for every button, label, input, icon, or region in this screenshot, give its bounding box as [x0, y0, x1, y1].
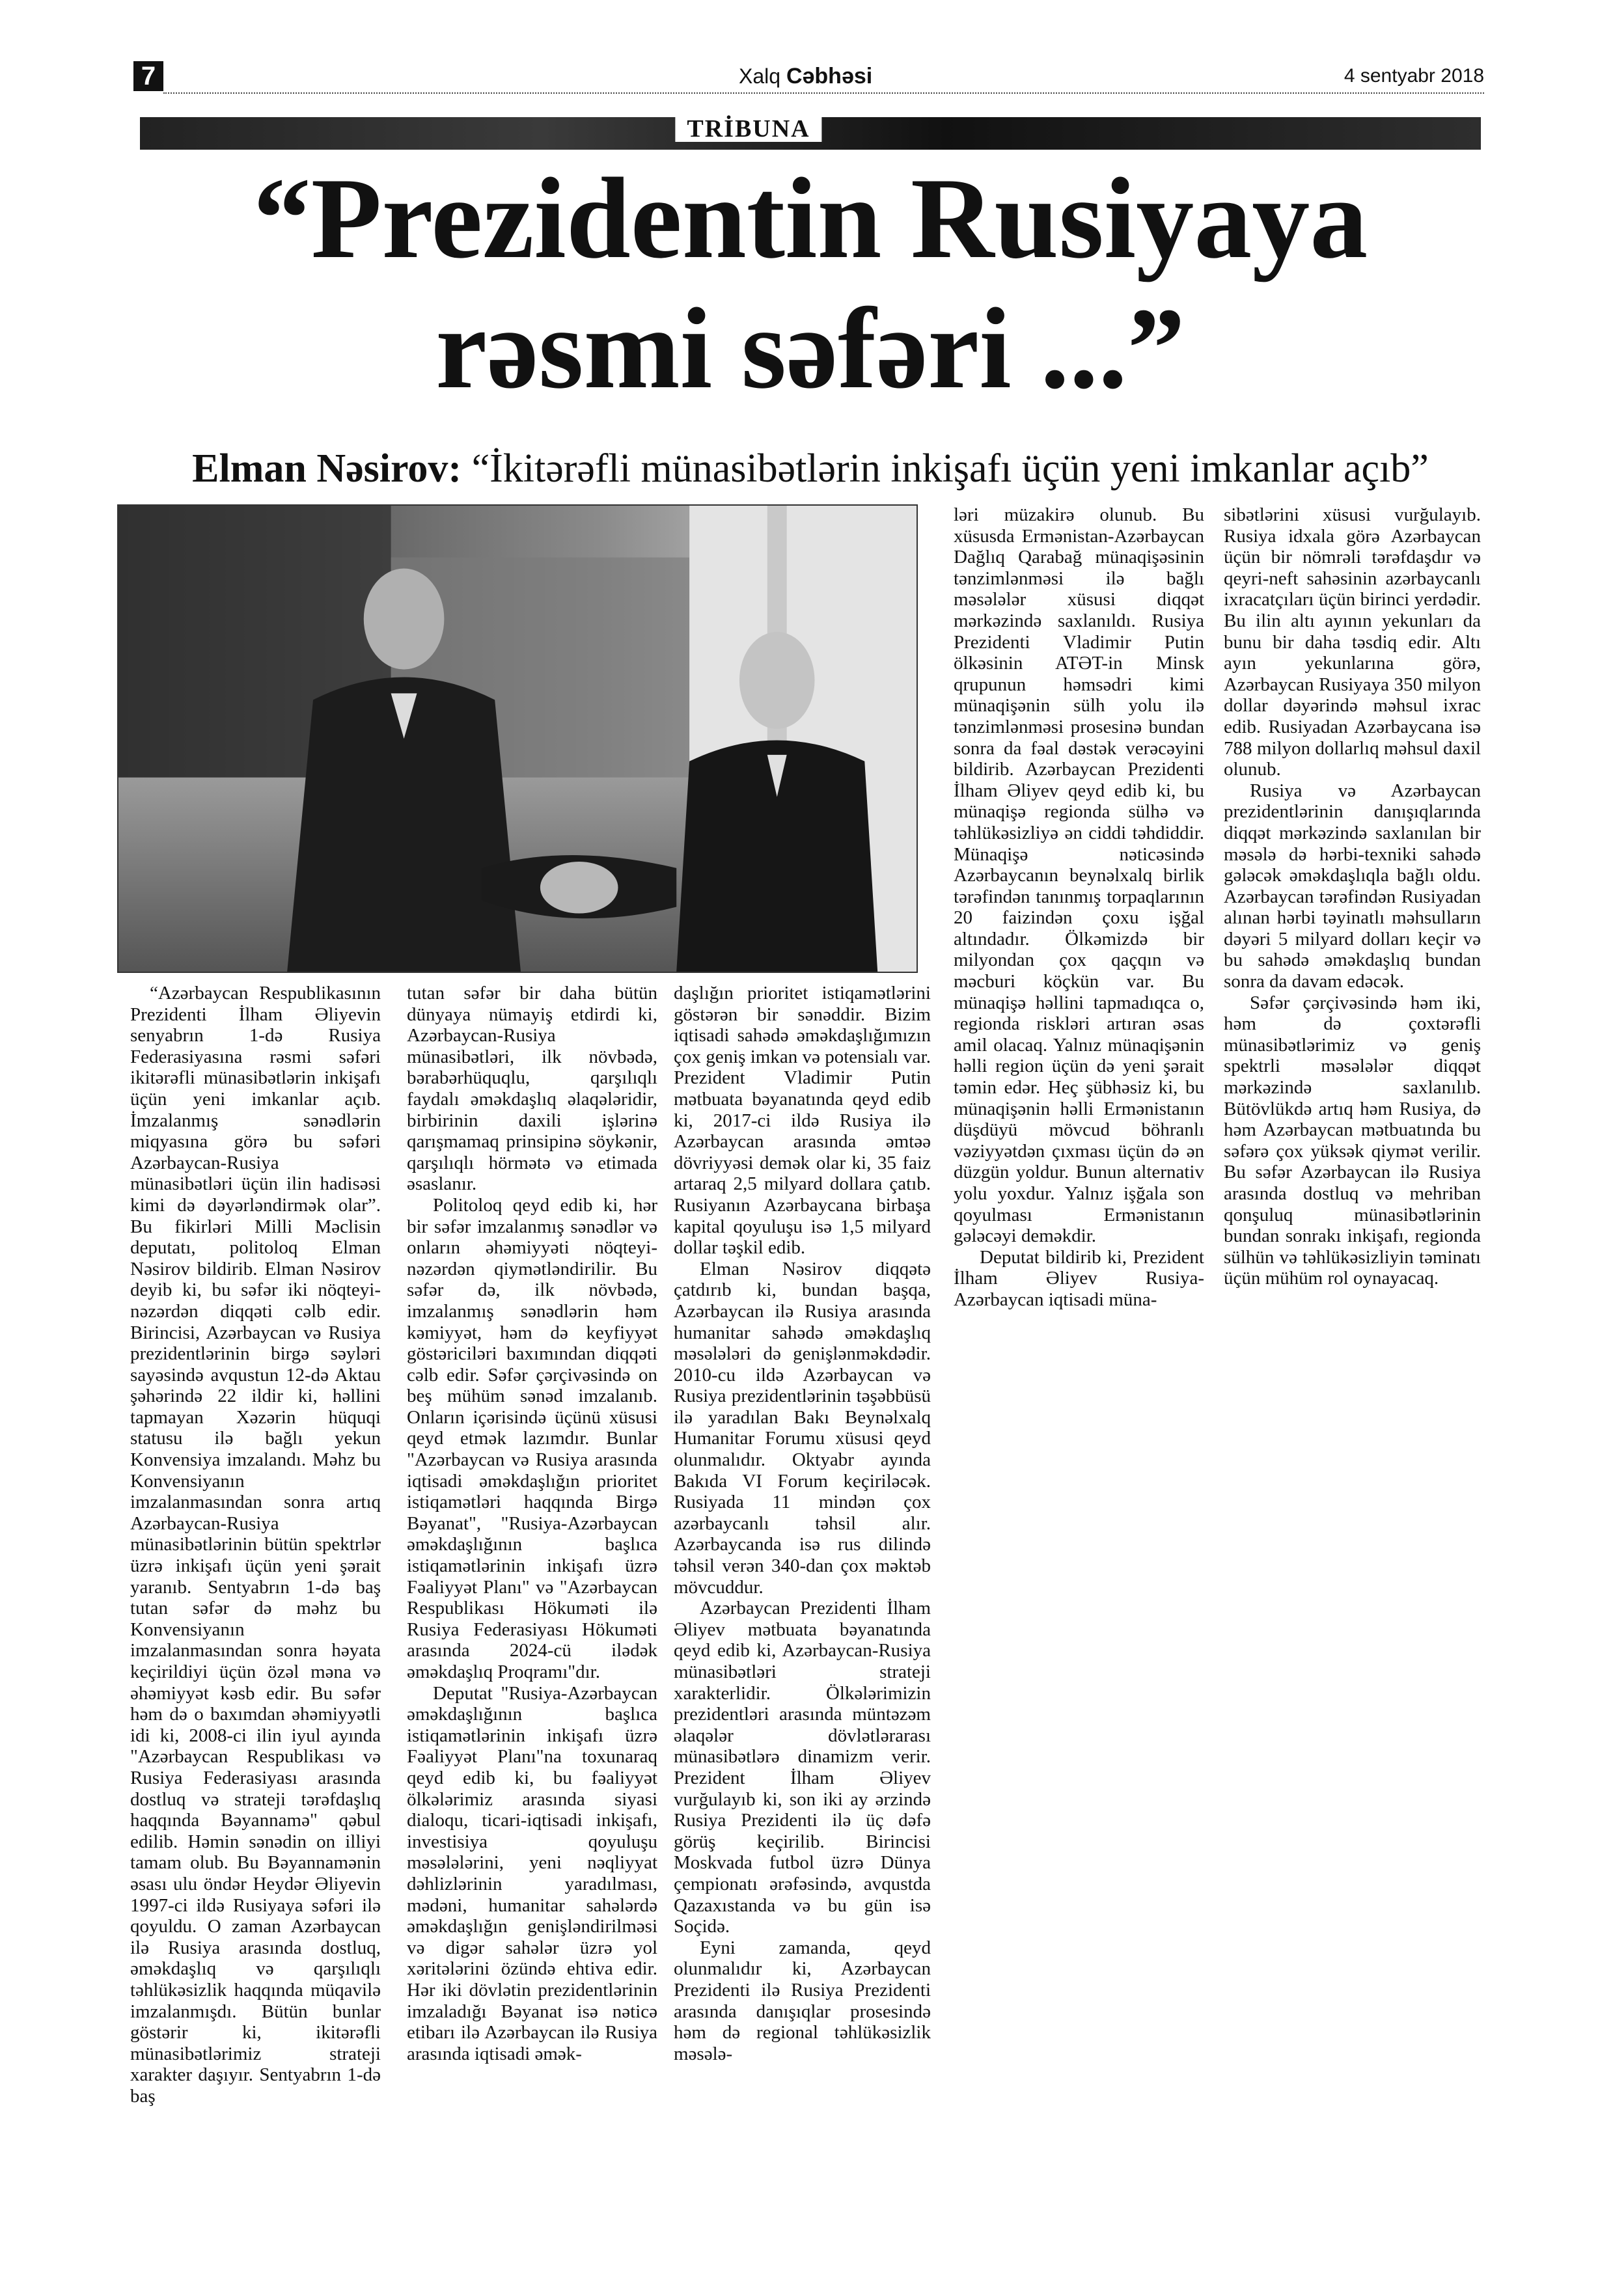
subheadline-speaker: Elman Nəsirov:: [192, 446, 462, 491]
article-column-4: [954, 504, 1204, 1311]
article-column-2: [407, 983, 657, 2064]
article-column-3: [674, 983, 931, 2064]
headline-line-2: rəsmi səfəri ...”: [435, 284, 1185, 413]
paragraph: Politoloq qeyd edib ki, hər bir səfər imzalanmış sənədlər və onların əhəmiyyəti nöqteyi-nəzərdən qiymətləndirilir. Bu səfər də, ilk növbədə, imzalanmış sənədlərin həm kəmiyyət, həm də keyfiyyət göstəriciləri baxımından diqqəti cəlb edir. Səfər çərçivəsində on beş mühüm sənəd imzalanıb. Onların içərisində üçünü xüsusi qeyd etmək lazımdır. Bunlar "Azərbaycan və Rusiya arasında iqtisadi əməkdaşlığın prioritet istiqamətləri haqqında Birgə Bəyanat", "Rusiya-Azərbaycan əməkdaşlığının başlıca istiqamətlərinin inkişafı üzrə Fəaliyyət Planı" və "Azərbaycan Respublikası Hökuməti ilə Rusiya Federasiyası Hökuməti arasında 2024-cü ilədək əməkdaşlıq Proqramı"dır.: [407, 1194, 657, 1682]
page-header: [133, 59, 1484, 98]
article-column-5: [1224, 504, 1481, 1289]
headline: [140, 153, 1481, 413]
section-label: TRİBUNA: [675, 116, 821, 142]
paragraph: Azərbaycan Prezidenti İlham Əliyev mətbuata bəyanatında qeyd edib ki, Azərbaycan-Rusiya münasibətləri strateji xarakterlidir. Ölkələrimizin prezidentləri arasında müntəzəm əlaqələr dövlətlərarası münasibətlərə dinamizm verir. Prezident İlham Əliyev vurğulayıb ki, son iki ay ərzində Rusiya Prezidenti ilə üç dəfə görüş keçirilib. Birincisi Moskvada futbol üzrə Dünya çempionatı ərəfəsində, avqustda Qazaxıstanda və bu gün isə Soçidə.: [674, 1598, 931, 1937]
paragraph: Deputat bildirib ki, Prezident İlham Əliyev Rusiya-Azərbaycan iqtisadi müna-: [954, 1246, 1204, 1310]
subheadline: [140, 443, 1481, 495]
header-divider: [163, 92, 1484, 94]
paragraph: tutan səfər bir daha bütün dünyaya nümayiş etdirdi ki, Azərbaycan-Rusiya münasibətləri, ilk növbədə, bərabərhüquqlu, qarşılıqlı faydalı əməkdaşlıq əlaqələridir, birbirinin daxili işlərinə qarışmamaq prinsipinə söykənir, qarşılıqlı hörmətə və etimada əsaslanır.: [407, 983, 657, 1195]
headline-line-1: “Prezidentin Rusiyaya: [253, 154, 1368, 282]
paragraph: Elman Nəsirov diqqətə çatdırıb ki, bundan başqa, Azərbaycan ilə Rusiya arasında humanitar sahədə əməkdaşlıq məsələləri də genişlənməkdədir. 2010-cu ildə Azərbaycan və Rusiya prezidentlərinin təşəbbüsü ilə yaradılan Bakı Beynəlxalq Humanitar Forumu xüsusi qeyd olunmalıdır. Oktyabr ayında Bakıda VI Forum keçiriləcək. Rusiyada 11 mindən çox azərbaycanlı təhsil alır. Azərbaycanda isə rus dilində təhsil verən 340-dan çox məktəb mövcuddur.: [674, 1258, 931, 1598]
publication-date: 4 sentyabr 2018: [1344, 65, 1484, 87]
paragraph: Rusiya və Azərbaycan prezidentlərinin danışıqlarında diqqət mərkəzində saxlanılan bir məsələ də hərbi-texniki sahədə gələcək əməkdaşlıqla bağlı oldu. Azərbaycan tərəfindən Rusiyadan alınan hərbi təyinatlı məhsulların dəyəri 5 milyard dolları keçir və bu sahədə əməkdaşlıq bundan sonra da davam edəcək.: [1224, 780, 1481, 992]
article-photo: [117, 504, 918, 973]
newspaper-name-main: Cəbhəsi: [786, 64, 873, 89]
article-column-1: [130, 983, 381, 2107]
paragraph: Səfər çərçivəsində həm iki, həm də çoxtərəfli münasibətlərimiz və geniş spektrli məsələlər diqqət mərkəzində saxlanılıb. Bütövlükdə artıq həm Rusiya, də həm Azərbaycan mətbuatında bu səfərə çox yüksək qiymət verilir. Bu səfər Azərbaycan ilə Rusiya arasında dostluq və mehriban qonşuluq münasibətlərinin bundan sonrakı inkişafı, regionda sülhün və təhlükəsizliyin təminatı üçün mühüm rol oynayacaq.: [1224, 992, 1481, 1289]
newspaper-name-prefix: Xalq: [739, 64, 781, 88]
paragraph: “Azərbaycan Respublikasının Prezidenti İlham Əliyevin senyabrın 1-də Rusiya Federasiyasına rəsmi səfəri ikitərəfli münasibətlərin inkişafı üçün yeni imkanlar açıb. İmzalanmış sənədlərin miqyasına görə bu səfəri Azərbaycan-Rusiya münasibətləri üçün ilin hadisəsi kimi də dəyərləndirmək olar”. Bu fikirləri Milli Məclisin deputatı, politoloq Elman Nəsirov bildirib. Elman Nəsirov deyib ki, bu səfər iki nöqteyi-nəzərdən diqqəti cəlb edir. Birincisi, Azərbaycan və Rusiya prezidentlərinin birgə səyləri sayəsində avqustun 12-də Aktau şəhərində 22 ildir ki, həllini tapmayan Xəzərin hüquqi statusu ilə bağlı yekun Konvensiya imzalandı. Məhz bu Konvensiyanın imzalanmasından sonra artıq Azərbaycan-Rusiya münasibətlərinin bütün spektrlər üzrə inkişafı üçün yeni şərait yaranıb. Sentyabrın 1-də baş tutan səfər də məhz bu Konvensiyanın imzalanmasından sonra həyata keçirildiyi üçün özəl məna və əhəmiyyət kəsb edir. Bu səfər həm də o baxımdan əhəmiyyətli idi ki, 2008-ci ilin iyul ayında "Azərbaycan Respublikası və Rusiya Federasiyası arasında dostluq və strateji tərəfdaşlıq haqqında Bəyannamə" qəbul edilib. Həmin sənədin on illiyi tamam olub. Bu Bəyannamənin əsası ulu öndər Heydər Əliyevin 1997-ci ildə Rusiyaya səfəri ilə qoyuldu. O zaman Azərbaycan ilə Rusiya arasında dostluq, əməkdaşlıq və qarşılıqlı təhlükəsizlik haqqında müqavilə imzalanmışdı. Bütün bunlar göstərir ki, ikitərəfli münasibətlərimiz strateji xarakter daşıyır. Sentyabrın 1-də baş: [130, 983, 381, 2107]
paragraph: ləri müzakirə olunub. Bu xüsusda Ermənistan-Azərbaycan Dağlıq Qarabağ münaqişəsinin tənzimlənməsi ilə bağlı məsələlər xüsusi diqqət mərkəzində saxlanıldı. Rusiya Prezidenti Vladimir Putin ölkəsinin ATƏT-in Minsk qrupunun həmsədri kimi münaqişənin sülh yolu ilə tənzimlənməsi prosesinə bundan sonra da fəal dəstək verəcəyini bildirib. Azərbaycan Prezidenti İlham Əliyev qeyd edib ki, bu münaqişə regionda sülhə və təhlükəsizliyə ən ciddi təhdiddir. Münaqişə nəticəsində Azərbaycanın beynəlxalq birlik tərəfindən tanınmış torpaqlarının 20 faizindən çoxu işğal altındadır. Ölkəmizdə bir milyondan çox qaçqın və məcburi köçkün var. Bu münaqişə həllini tapmadıqca o, regionda riskləri artıran əsas amil olacaq. Yalnız münaqişənin həlli region üçün də yeni şərait təmin edər. Heç şübhəsiz ki, bu münaqişənin həlli Ermənistanın düşdüyü mövcud böhranlı vəziyyətdən çıxması üçün də ən düzgün yoldur. Bunun alternativ yolu yoxdur. Yalnız işğala son qoyulması Ermənistanın gələcəyi deməkdir.: [954, 504, 1204, 1247]
paragraph: Deputat "Rusiya-Azərbaycan əməkdaşlığının başlıca istiqamətlərinin inkişafı üzrə Fəaliyyət Planı"na toxunaraq qeyd edib ki, bu fəaliyyət ölkələrimiz arasında siyasi dialoqu, ticari-iqtisadi inkişafı, investisiya qoyuluşu məsələlərini, yeni nəqliyyat dəhlizlərinin yaradılması, mədəni, humanitar sahələrdə əməkdaşlığın genişləndirilməsi və digər sahələr üzrə yol xəritələrini özündə ehtiva edir. Hər iki dövlətin prezidentlərinin imzaladığı Bəyanat isə nəticə etibarı ilə Azərbaycan ilə Rusiya arasında iqtisadi əmək-: [407, 1682, 657, 2064]
subheadline-quote: “İkitərəfli münasibətlərin inkişafı üçün yeni imkanlar açıb”: [471, 446, 1429, 491]
page-number: 7: [133, 61, 163, 91]
paragraph: sibətlərini xüsusi vurğulayıb. Rusiya idxala görə Azərbaycan üçün bir nömrəli tərəfdaşdır və qeyri-neft sahəsinin azərbaycanlı ixracatçıları üçün birinci yerdədir. Bu ilin altı ayının yekunları da bunu bir daha təsdiq edir. Altı ayın yekunlarına görə, Azərbaycan Rusiyaya 350 milyon dollar dəyərində məhsul ixrac edib. Rusiyadan Azərbaycana isə 788 milyon dollarlıq məhsul daxil olunub.: [1224, 504, 1481, 780]
paragraph: Eyni zamanda, qeyd olunmalıdır ki, Azərbaycan Prezidenti ilə Rusiya Prezidenti arasında danışıqlar prosesində həm də regional təhlükəsizlik məsələ-: [674, 1937, 931, 2064]
newspaper-name: [739, 64, 872, 89]
handshake-photo-icon: [118, 506, 917, 972]
paragraph: daşlığın prioritet istiqamətlərini göstərən bir sənəddir. Bizim iqtisadi sahədə əməkdaşlığımızın çox geniş imkan və potensialı var. Prezident Vladimir Putin mətbuata bəyanatında qeyd edib ki, 2017-ci ildə Rusiya ilə Azərbaycan arasında əmtəə dövriyyəsi demək olar ki, 35 faiz artaraq 2,5 milyard dollara çatıb. Rusiyanın Azərbaycana birbaşa kapital qoyuluşu isə 1,5 milyard dollar təşkil edib.: [674, 983, 931, 1259]
